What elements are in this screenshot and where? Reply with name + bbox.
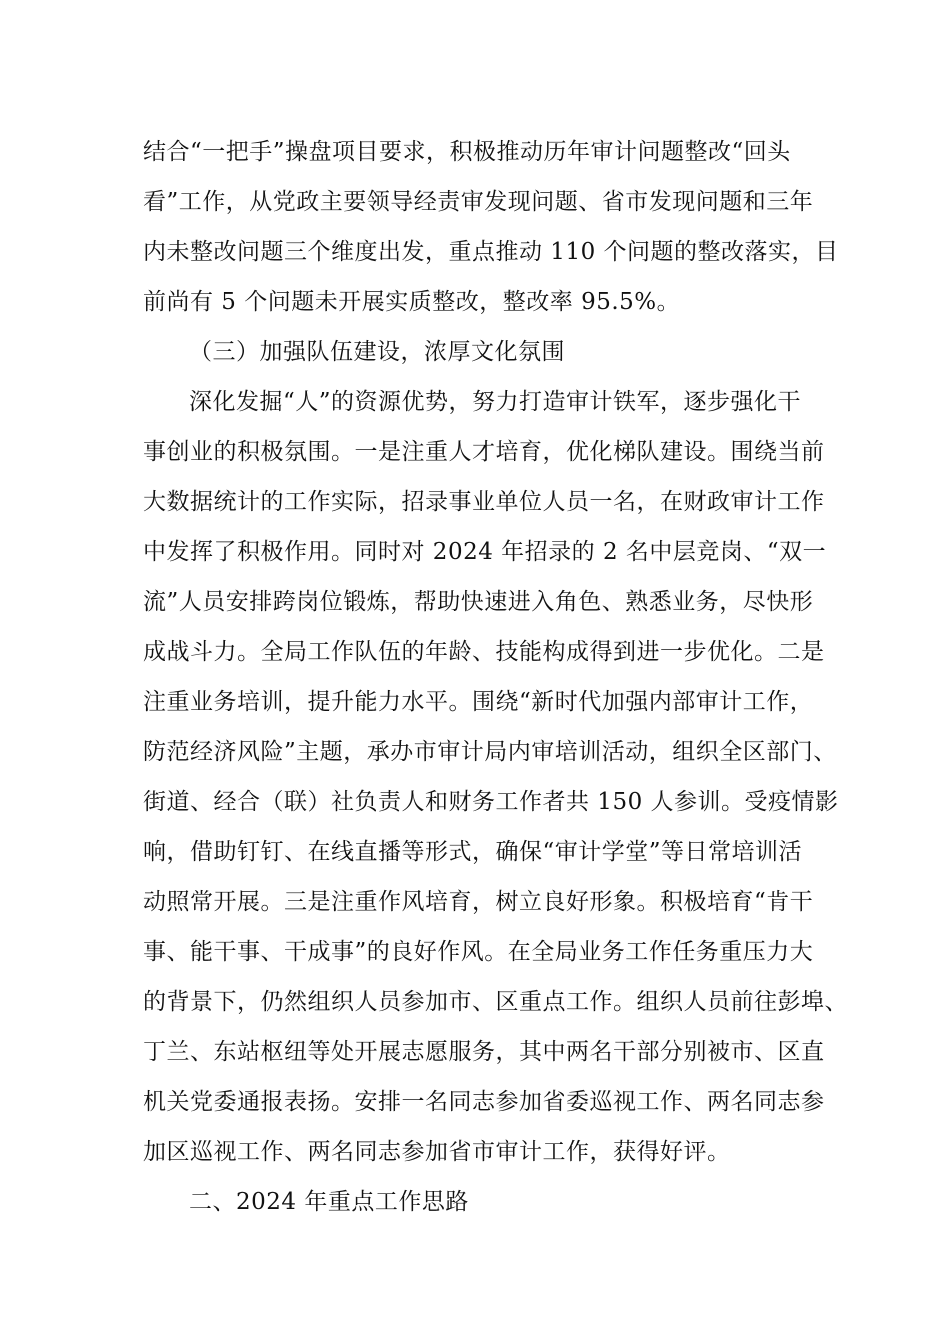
paragraph-line: 的背景下，仍然组织人员参加市、区重点工作。组织人员前往彭埠、 [143,989,848,1015]
paragraph-line: 机关党委通报表扬。安排一名同志参加省委巡视工作、两名同志参 [143,1089,825,1115]
section-heading-team-building [143,327,811,377]
paragraph-line: 中发挥了积极作用。同时对 2024 年招录的 2 名中层竞岗、“双一 [143,539,827,565]
section-heading-text: （三）加强队伍建设，浓厚文化氛围 [189,339,565,365]
paragraph-line: 内未整改问题三个维度出发，重点推动 110 个问题的整改落实，目 [143,239,839,265]
paragraph-line: 动照常开展。三是注重作风培育，树立良好形象。积极培育“肯干 [143,889,814,915]
paragraph-line: 丁兰、东站枢纽等处开展志愿服务，其中两名干部分别被市、区直 [143,1039,825,1065]
paragraph-line: 看”工作，从党政主要领导经责审发现问题、省市发现问题和三年 [143,189,814,215]
paragraph-line: 事、能干事、干成事”的良好作风。在全局业务工作任务重压力大 [143,939,814,965]
part-heading-text: 二、2024 年重点工作思路 [189,1189,469,1215]
paragraph-line: 流”人员安排跨岗位锻炼，帮助快速进入角色、熟悉业务，尽快形 [143,589,814,615]
paragraph-line: 事创业的积极氛围。一是注重人才培育，优化梯队建设。围绕当前 [143,439,825,465]
paragraph-line: 注重业务培训，提升能力水平。围绕“新时代加强内部审计工作， [143,689,814,715]
paragraph-line: 防范经济风险”主题，承办市审计局内审培训活动，组织全区部门、 [143,739,837,765]
paragraph-rectification [143,127,839,327]
paragraph-line: 大数据统计的工作实际，招录事业单位人员一名，在财政审计工作 [143,489,825,515]
paragraph-line: 深化发掘“人”的资源优势，努力打造审计铁军，逐步强化干 [189,389,802,415]
paragraph-line: 成战斗力。全局工作队伍的年龄、技能构成得到进一步优化。二是 [143,639,825,665]
paragraph-line: 加区巡视工作、两名同志参加省市审计工作，获得好评。 [143,1139,731,1165]
part-heading-key-work-ideas [143,1177,811,1227]
paragraph-line: 结合“一把手”操盘项目要求，积极推动历年审计问题整改“回头 [143,139,791,165]
paragraph-line: 响，借助钉钉、在线直播等形式，确保“审计学堂”等日常培训活 [143,839,803,865]
paragraph-team-building [143,377,848,1177]
paragraph-line: 街道、经合（联）社负责人和财务工作者共 150 人参训。受疫情影 [143,789,839,815]
paragraph-line: 前尚有 5 个问题未开展实质整改，整改率 95.5%。 [143,289,681,315]
